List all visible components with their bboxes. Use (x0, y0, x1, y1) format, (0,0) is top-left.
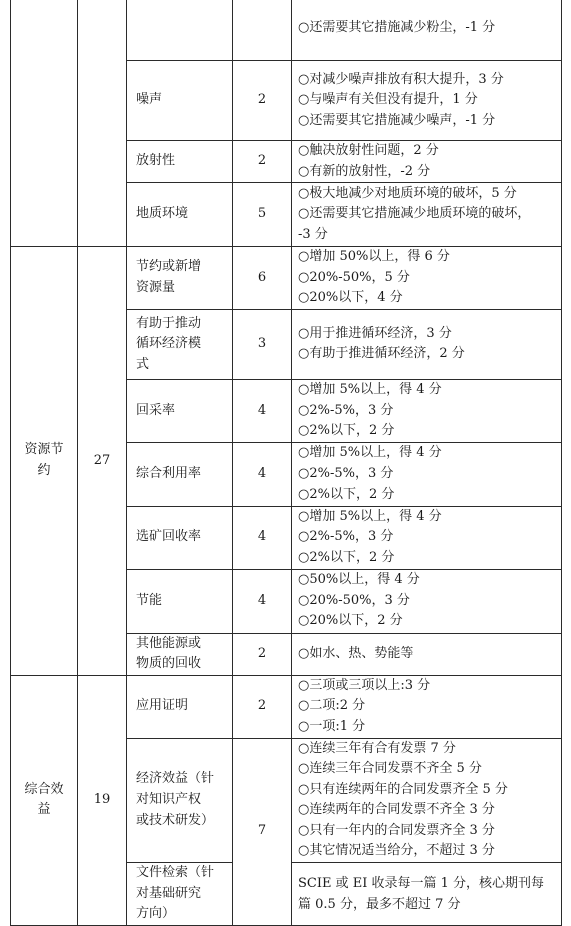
item-name-line: 物质的回收 (136, 656, 202, 672)
criteria-line: ○二项:2 分 (298, 698, 366, 714)
item-criteria (292, 569, 562, 633)
criteria-line: ○有新的放射性，-2 分 (298, 163, 431, 179)
category-cell (11, 675, 78, 925)
item-weight: 2 (233, 675, 292, 738)
criteria-line: ○50%以上，得 4 分 (298, 572, 420, 588)
item-name-line: 对知识产权 (136, 791, 202, 807)
criteria-line: ○增加 5%以上，得 4 分 (298, 445, 442, 461)
criteria-line: ○如水、热、势能等 (298, 645, 414, 661)
item-name-line: 其他能源或 (136, 635, 202, 651)
criteria-line: ○2%-5%，3 分 (298, 529, 394, 545)
criteria-line: ○与噪声有关但没有提升，1 分 (298, 92, 478, 108)
item-name-line: 有助于推动 (136, 315, 202, 331)
item-weight: 4 (233, 569, 292, 633)
criteria-line: ○增加 50%以上，得 6 分 (298, 249, 450, 265)
item-weight: 6 (233, 247, 292, 310)
item-name-line: 文件检索（针 (136, 865, 215, 881)
item-name: 地质环境 (127, 183, 233, 247)
criteria-line: ○触决放射性问题，2 分 (298, 143, 439, 158)
item-criteria (292, 183, 562, 247)
criteria-line: -3 分 (298, 226, 328, 242)
table-row (11, 0, 562, 61)
criteria-line: ○20%以下，4 分 (298, 290, 403, 306)
criteria-line: ○连续两年的合同发票不齐全 3 分 (298, 802, 495, 818)
item-name-line: 节约或新增 (136, 259, 202, 275)
item-weight: 2 (233, 61, 292, 141)
criteria-line: ○有助于推进循环经济，2 分 (298, 346, 465, 362)
criteria-line: ○20%-50%，3 分 (298, 592, 410, 608)
item-name (127, 0, 233, 61)
criteria-line: ○还需要其它措施减少地质环境的破坏， (298, 206, 531, 222)
item-name (127, 247, 233, 310)
item-criteria (292, 863, 562, 926)
category-line: 益 (37, 802, 51, 818)
item-criteria (292, 633, 562, 675)
category-points: 27 (78, 247, 127, 676)
item-name-line: 对基础研究 (136, 885, 202, 901)
criteria-line: ○还需要其它措施减少噪声，-1 分 (298, 112, 496, 128)
criteria-line: ○2%以下，2 分 (298, 486, 395, 502)
criteria-line: ○其它情况适当给分，不超过 3 分 (298, 843, 495, 859)
criteria-line: ○用于推进循环经济，3 分 (298, 325, 452, 341)
item-criteria (292, 675, 562, 738)
category-points: 19 (78, 675, 127, 925)
item-criteria (292, 247, 562, 310)
item-name (127, 738, 233, 863)
item-criteria (292, 738, 562, 863)
item-criteria (292, 309, 562, 379)
scoring-table (10, 0, 562, 926)
criteria-line: ○2%以下，2 分 (298, 423, 395, 439)
item-weight: 3 (233, 309, 292, 379)
item-weight: 4 (233, 442, 292, 506)
criteria-line: ○20%-50%，5 分 (298, 269, 410, 285)
criteria-line: ○增加 5%以上，得 4 分 (298, 508, 442, 524)
item-name-line: 式 (136, 356, 150, 372)
criteria-line: ○20%以下，2 分 (298, 613, 403, 629)
criteria-line: ○2%以下，2 分 (298, 549, 395, 565)
category-cell (11, 247, 78, 676)
item-weight: 2 (233, 633, 292, 675)
category-points (78, 0, 127, 247)
item-criteria (292, 0, 562, 61)
scoring-table-body (11, 0, 562, 925)
criteria-line: ○只有连续两年的合同发票齐全 5 分 (298, 781, 508, 797)
criteria-line: ○还需要其它措施减少粉尘，-1 分 (298, 20, 496, 36)
item-name: 选矿回收率 (127, 506, 233, 569)
criteria-line: ○极大地减少对地质环境的破坏，5 分 (298, 185, 517, 201)
item-name-line: 资源量 (136, 280, 176, 296)
item-criteria (292, 442, 562, 506)
criteria-line: ○对减少噪声排放有积大提升，3 分 (298, 71, 504, 87)
criteria-line: ○只有一年内的合同发票齐全 3 分 (298, 822, 495, 838)
item-name: 放射性 (127, 141, 233, 183)
item-name: 节能 (127, 569, 233, 633)
item-name: 回采率 (127, 379, 233, 442)
item-criteria (292, 506, 562, 569)
item-weight: 2 (233, 141, 292, 183)
criteria-line: ○2%-5%，3 分 (298, 402, 394, 418)
category-cell (11, 0, 78, 247)
criteria-line: ○增加 5%以上，得 4 分 (298, 381, 442, 397)
criteria-line: SCIE 或 EI 收录每一篇 1 分，核心期刊每 (298, 875, 545, 891)
item-weight: 4 (233, 506, 292, 569)
item-name-line: 经济效益（针 (136, 771, 215, 787)
criteria-line: ○2%-5%，3 分 (298, 465, 394, 481)
item-weight (233, 0, 292, 61)
item-name: 应用证明 (127, 675, 233, 738)
criteria-line: ○连续三年有合有发票 7 分 (298, 740, 456, 756)
item-weight: 5 (233, 183, 292, 247)
category-line: 约 (37, 462, 51, 478)
criteria-line: ○连续三年合同发票不齐全 5 分 (298, 761, 482, 777)
criteria-line: ○三项或三项以上:3 分 (298, 677, 431, 693)
category-line: 资源节 (24, 442, 64, 458)
item-criteria (292, 61, 562, 141)
item-weight: 7 (233, 738, 292, 925)
item-name (127, 863, 233, 926)
item-name: 噪声 (127, 61, 233, 141)
criteria-line: 篇 0.5 分，最多不超过 7 分 (298, 896, 461, 912)
table-row (11, 675, 562, 738)
item-name-line: 方向） (136, 906, 176, 922)
item-name: 综合利用率 (127, 442, 233, 506)
item-name (127, 309, 233, 379)
item-weight: 4 (233, 379, 292, 442)
table-row (11, 247, 562, 310)
item-name-line: 或技术研发） (136, 812, 215, 828)
item-name (127, 633, 233, 675)
item-name-line: 循环经济模 (136, 336, 202, 352)
item-criteria (292, 141, 562, 183)
criteria-line: ○一项:1 分 (298, 718, 366, 734)
category-line: 综合效 (24, 781, 64, 797)
item-criteria (292, 379, 562, 442)
